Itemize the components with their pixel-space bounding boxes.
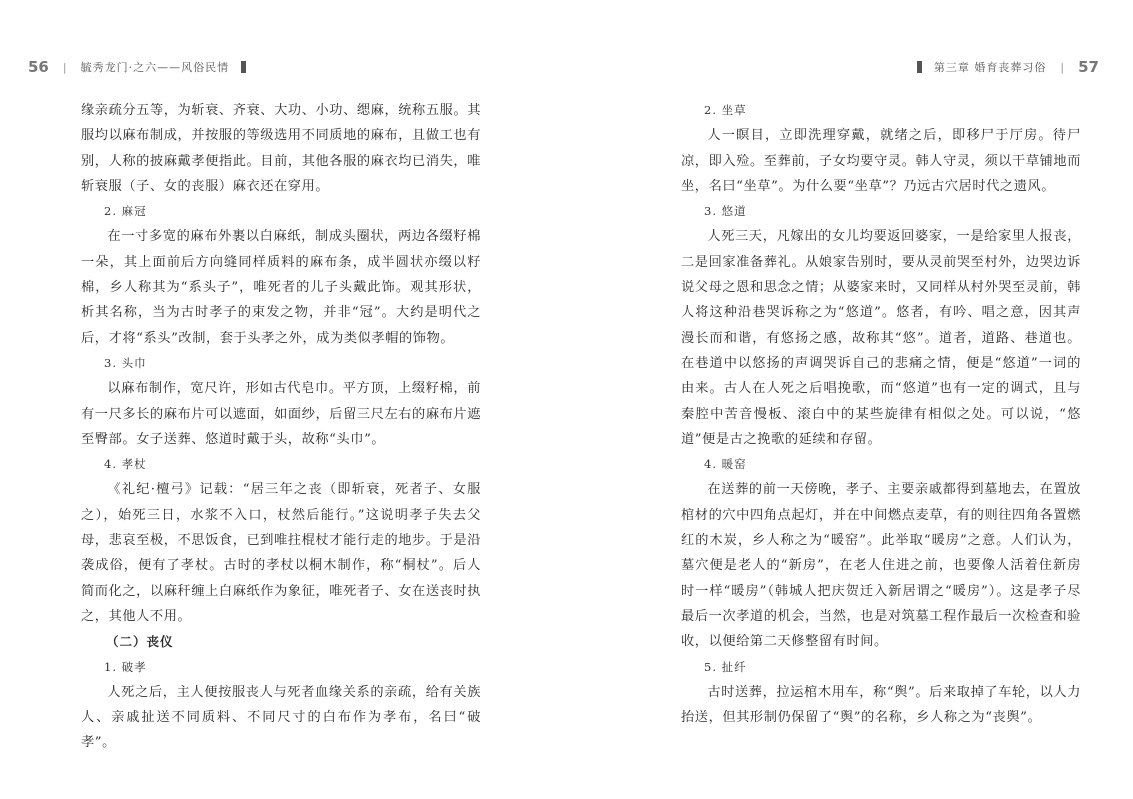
- body-paragraph: 人死三天，凡嫁出的女儿均要返回婆家，一是给家里人报丧，二是回家准备葬礼。从娘家告别时，要从灵前哭至村外，边哭边诉说父母之恩和思念之情；从婆家来时，又同样从村外哭至灵前，韩人将这种沿巷哭诉称之为“悠道”。悠者，有吟、唱之意，因其声漫长而和谐，有悠扬之感，故称其“悠”。道者，道路、巷道也。在巷道中以悠扬的声调哭诉自己的悲痛之情，便是“悠道”一词的由来。古人在人死之后唱挽歌，而“悠道”也有一定的调式，且与秦腔中苦音慢板、滚白中的某些旋律有相似之处。可以说，“悠道”便是古之挽歌的延续和存留。: [681, 229, 1081, 447]
- chapter-title: 第三章 婚育丧葬习俗: [933, 61, 1047, 74]
- left-running-header: [28, 55, 258, 79]
- page-number: 57: [1078, 58, 1099, 76]
- left-page: [0, 0, 566, 799]
- header-bar-mark: [917, 61, 922, 73]
- book-title: 毓秀龙门·之六——风俗民情: [80, 61, 230, 74]
- right-page: [567, 0, 1133, 799]
- subsection-heading: 2. 麻冠: [104, 204, 147, 219]
- subsection-heading: 1. 破孝: [104, 659, 147, 674]
- body-paragraph: 缘亲疏分五等，为斩衰、齐衰、大功、小功、缌麻，统称五服。其服均以麻布制成，并按服的等级选用不同质地的麻布，且做工也有别，人称的披麻戴孝便指此。目前，其他各服的麻衣均已消失，唯斩衰服（子、女的丧服）麻衣还在穿用。: [81, 103, 481, 194]
- right-running-header: [905, 55, 1099, 79]
- body-paragraph: 在一寸多宽的麻布外裹以白麻纸，制成头圈状，两边各缀籽棉一朵，其上面前后方向缝同样质料的麻布条，成半圆状亦缀以籽棉，乡人称其为“系头子”，唯死者的儿子头戴此饰。观其形状，析其名称，当为古时孝子的束发之物，并非“冠”。大约是明代之后，才将“系头”改制，套于头孝之外，成为类似孝帽的饰物。: [81, 229, 481, 346]
- subsection-heading: 2. 坐草: [704, 103, 747, 117]
- header-separator: |: [62, 60, 67, 74]
- body-paragraph: 人死之后，主人便按服丧人与死者血缘关系的亲疏，给有关族人、亲戚扯送不同质料、不同尺寸的白布作为孝布，名曰“破孝”。: [81, 684, 481, 751]
- right-body-text: [681, 98, 1081, 730]
- subsection-heading: 3. 悠道: [704, 204, 747, 219]
- body-paragraph: 以麻布制作，宽尺许，形如古代皂巾。平方顶，上缀籽棉，前有一尺多长的麻布片可以遮面，如面纱，后留三尺左右的麻布片遮至臀部。女子送葬、悠道时戴于头，故称“头巾”。: [81, 381, 481, 447]
- body-paragraph: 古时送葬，拉运棺木用车，称“舆”。后来取掉了车轮，以人力抬送，但其形制仍保留了“舆”的名称，乡人称之为“丧舆”。: [681, 684, 1081, 726]
- body-paragraph: 《礼纪·檀弓》记载：“居三年之丧（即斩衰，死者子、女服之），始死三日，水浆不入口，杖然后能行。”这说明孝子失去父母，悲哀至极，不思饭食，已到唯拄棍杖才能行走的地步。于是沿袭成俗，便有了孝杖。古时的孝杖以桐木制作，称“桐杖”。后人简而化之，以麻秆缠上白麻纸作为象征，唯死者子、女在送丧时执之，其他人不用。: [81, 482, 481, 624]
- section-heading: （二）丧仪: [106, 634, 174, 650]
- header-separator: |: [1060, 60, 1065, 74]
- left-body-text: [81, 98, 481, 756]
- page-number: 56: [28, 58, 49, 76]
- body-paragraph: 人一瞑目，立即洗理穿戴，就绪之后，即移尸于厅房。待尸凉，即入殓。至葬前，子女均要守灵。韩人守灵，须以干草铺地而坐，名曰“坐草”。为什么要“坐草”？乃远古穴居时代之遗风。: [681, 128, 1081, 194]
- subsection-heading: 4. 暖窑: [704, 457, 747, 472]
- subsection-heading: 5. 扯纤: [704, 659, 747, 674]
- header-bar-mark: [241, 61, 246, 73]
- body-paragraph: 在送葬的前一天傍晚，孝子、主要亲戚都得到墓地去，在置放棺材的穴中四角点起灯，并在中间燃点麦草，有的则往四角各置燃红的木炭，乡人称之为“暖窑”。此举取“暖房”之意。人们认为，墓穴便是老人的“新房”，在老人住进之前，也要像人活着住新房时一样“暖房”（韩城人把庆贺迁入新居谓之“暖房”）。这是孝子尽最后一次孝道的机会，当然，也是对筑墓工程作最后一次检查和验收，以便给第二天修整留有时间。: [681, 482, 1081, 650]
- subsection-heading: 4. 孝杖: [104, 457, 147, 472]
- subsection-heading: 3. 头巾: [104, 355, 147, 370]
